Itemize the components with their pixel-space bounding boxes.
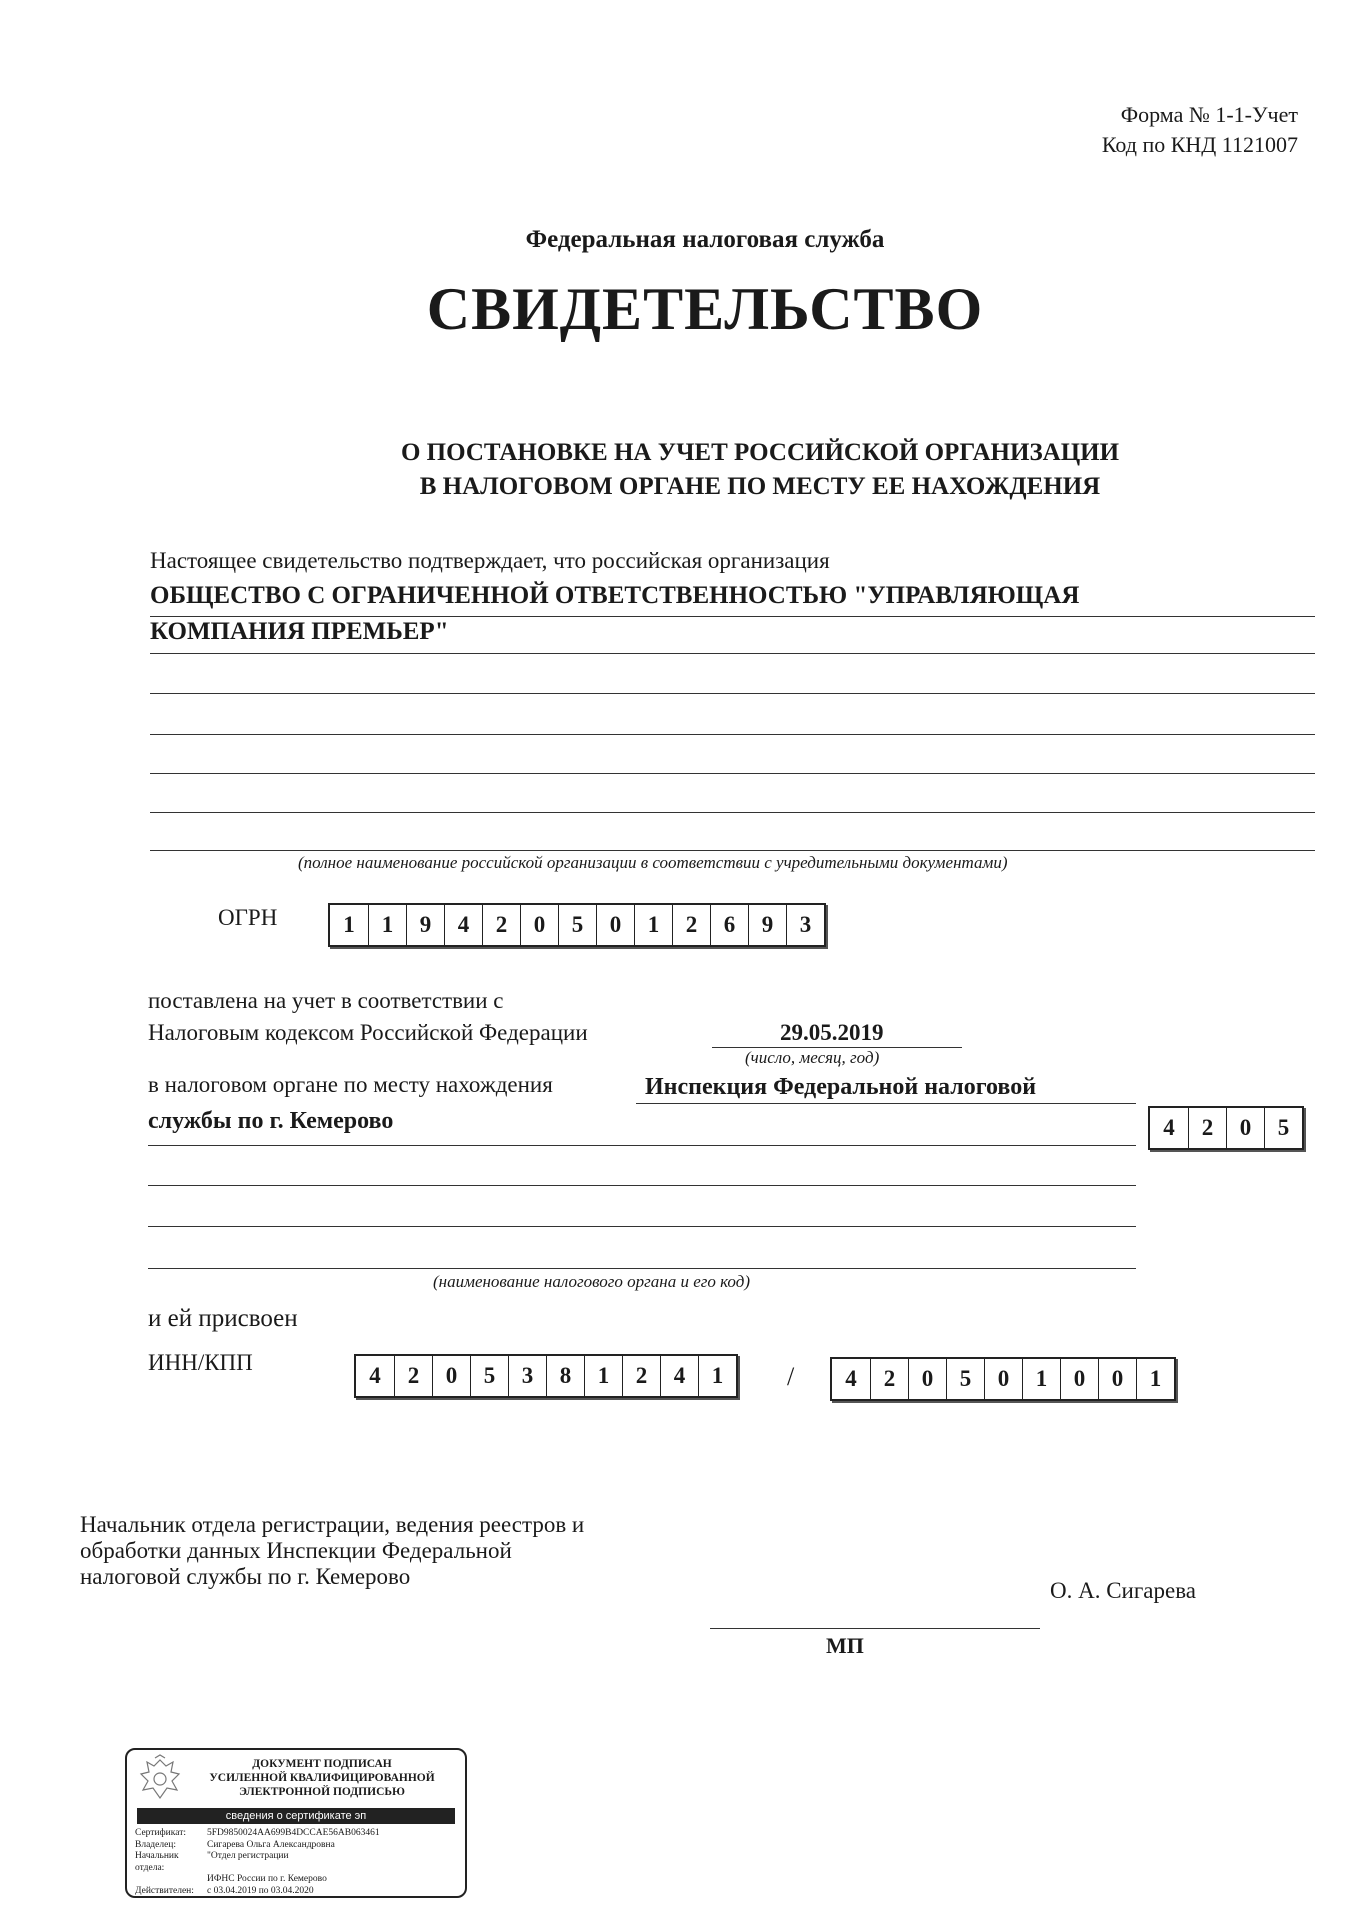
ogrn-label: ОГРН xyxy=(218,905,278,930)
agency-name: Федеральная налоговая служба xyxy=(525,226,885,253)
authority-rule-3 xyxy=(148,1185,1136,1186)
org-name-caption: (полное наименование российской организации в соответствии с учредительными документами) xyxy=(298,853,1008,872)
document-subtitle xyxy=(0,436,1358,504)
inn-kpp-label: ИНН/КПП xyxy=(148,1350,253,1375)
cert-value: Сигарева Ольга Александровна xyxy=(207,1839,335,1850)
authority-code-digit: 0 xyxy=(1226,1108,1264,1148)
kpp-digit: 5 xyxy=(946,1359,984,1399)
registration-date: 29.05.2019 xyxy=(780,1020,884,1045)
signature-rule xyxy=(710,1628,1040,1629)
org-name-line-2: КОМПАНИЯ ПРЕМЬЕР" xyxy=(150,618,449,645)
cert-value: 5FD9850024AA699B4DCCAE56AB063461 xyxy=(207,1828,380,1838)
certificate-details xyxy=(135,1828,461,1897)
org-name-rule-7 xyxy=(150,850,1315,851)
subtitle-line-2: В НАЛОГОВОМ ОРГАНЕ ПО МЕСТУ ЕЕ НАХОЖДЕНИЯ xyxy=(419,473,1101,500)
authority-code-boxes xyxy=(1148,1106,1304,1150)
ogrn-digit: 0 xyxy=(520,905,558,945)
authority-rule-4 xyxy=(148,1226,1136,1227)
authority-rule-5 xyxy=(148,1268,1136,1269)
kpp-digit: 4 xyxy=(845,1366,857,1391)
signer-position-line-3: налоговой службы по г. Кемерово xyxy=(80,1564,411,1589)
form-number-block xyxy=(1102,100,1298,160)
authority-line-1: Инспекция Федеральной налоговой xyxy=(645,1074,1037,1100)
inn-digit: 2 xyxy=(394,1356,432,1396)
inn-digit: 0 xyxy=(432,1356,470,1396)
kpp-digit: 0 xyxy=(1060,1359,1098,1399)
cert-row xyxy=(135,1851,461,1874)
seal-mark: МП xyxy=(826,1633,864,1658)
signer-position-line-1: Начальник отдела регистрации, ведения реестров и xyxy=(80,1512,585,1537)
registration-text-1: поставлена на учет в соответствии с xyxy=(148,988,504,1013)
intro-text: Настоящее свидетельство подтверждает, что российская организация xyxy=(150,548,830,573)
registration-text-2: Налоговым кодексом Российской Федерации xyxy=(148,1020,588,1045)
kpp-digit-boxes xyxy=(830,1357,1176,1401)
authority-line-2: службы по г. Кемерово xyxy=(148,1108,394,1134)
cert-key: Владелец: xyxy=(135,1839,177,1850)
knd-code: Код по КНД 1121007 xyxy=(1101,132,1298,157)
ogrn-digit: 9 xyxy=(406,905,444,945)
signer-position xyxy=(80,1512,584,1590)
ogrn-digit: 3 xyxy=(786,905,824,945)
ogrn-digit: 9 xyxy=(748,905,786,945)
authority-code-digit: 4 xyxy=(1163,1115,1175,1140)
ogrn-digit: 1 xyxy=(634,905,672,945)
org-name-line-1: ОБЩЕСТВО С ОГРАНИЧЕННОЙ ОТВЕТСТВЕННОСТЬЮ "УПРАВЛЯЮЩАЯ xyxy=(150,582,1080,609)
inn-digit-boxes xyxy=(354,1354,738,1398)
org-name-rule-6 xyxy=(150,812,1315,813)
org-name-rule-5 xyxy=(150,773,1315,774)
kpp-digit: 0 xyxy=(984,1359,1022,1399)
cert-value: ИФНС России по г. Кемерово xyxy=(207,1874,327,1884)
org-name-rule-2 xyxy=(150,653,1315,654)
e-signature-stamp xyxy=(125,1748,467,1898)
ogrn-digit: 6 xyxy=(710,905,748,945)
ogrn-digit-boxes xyxy=(328,903,826,947)
certificate-info-bar: сведения о сертификате эп xyxy=(137,1808,455,1824)
ogrn-digit: 2 xyxy=(482,905,520,945)
ogrn-digit: 1 xyxy=(343,912,355,937)
authority-label: в налоговом органе по месту нахождения xyxy=(148,1072,553,1097)
stamp-heading xyxy=(187,1757,457,1799)
ogrn-digit: 2 xyxy=(672,905,710,945)
cert-value: с 03.04.2019 по 03.04.2020 xyxy=(207,1885,314,1896)
ogrn-digit: 4 xyxy=(444,905,482,945)
stamp-heading-line-1: ДОКУМЕНТ ПОДПИСАН xyxy=(252,1758,392,1770)
signer-name: О. А. Сигарева xyxy=(1050,1578,1196,1603)
subtitle-line-1: О ПОСТАНОВКЕ НА УЧЕТ РОССИЙСКОЙ ОРГАНИЗАЦИИ xyxy=(400,439,1120,466)
cert-row xyxy=(135,1840,461,1852)
inn-digit: 1 xyxy=(584,1356,622,1396)
signer-position-line-2: обработки данных Инспекции Федеральной xyxy=(80,1538,512,1563)
ogrn-digit: 1 xyxy=(368,905,406,945)
cert-row xyxy=(135,1874,461,1886)
stamp-heading-line-2: УСИЛЕННОЙ КВАЛИФИЦИРОВАННОЙ xyxy=(209,1772,435,1784)
cert-key: Начальник отдела: xyxy=(135,1851,179,1873)
authority-rule-1 xyxy=(636,1103,1136,1104)
ogrn-digit: 0 xyxy=(596,905,634,945)
authority-rule-2 xyxy=(148,1145,1136,1146)
kpp-digit: 1 xyxy=(1022,1359,1060,1399)
inn-digit: 2 xyxy=(622,1356,660,1396)
date-caption: (число, месяц, год) xyxy=(745,1048,880,1067)
org-name-rule-4 xyxy=(150,734,1315,735)
inn-digit: 1 xyxy=(698,1356,736,1396)
kpp-digit: 2 xyxy=(870,1359,908,1399)
org-name-rule-3 xyxy=(150,693,1315,694)
cert-row xyxy=(135,1886,461,1898)
ogrn-digit: 5 xyxy=(558,905,596,945)
cert-value: "Отдел регистрации xyxy=(207,1851,289,1861)
assigned-text: и ей присвоен xyxy=(148,1305,298,1332)
inn-digit: 4 xyxy=(369,1363,381,1388)
inn-kpp-separator: / xyxy=(787,1362,795,1391)
authority-code-digit: 2 xyxy=(1188,1108,1226,1148)
stamp-heading-line-3: ЭЛЕКТРОННОЙ ПОДПИСЬЮ xyxy=(239,1786,405,1798)
cert-key xyxy=(135,1874,207,1886)
kpp-digit: 0 xyxy=(1098,1359,1136,1399)
cert-row xyxy=(135,1828,461,1840)
document-title: СВИДЕТЕЛЬСТВО xyxy=(426,276,984,342)
cert-key: Действителен: xyxy=(135,1885,194,1896)
coat-of-arms-icon xyxy=(135,1754,185,1804)
authority-code-digit: 5 xyxy=(1264,1108,1302,1148)
org-name-rule-1 xyxy=(150,616,1315,617)
cert-key: Сертификат: xyxy=(135,1828,187,1838)
inn-digit: 5 xyxy=(470,1356,508,1396)
kpp-digit: 1 xyxy=(1136,1359,1174,1399)
inn-digit: 8 xyxy=(546,1356,584,1396)
inn-digit: 4 xyxy=(660,1356,698,1396)
inn-digit: 3 xyxy=(508,1356,546,1396)
authority-caption: (наименование налогового органа и его код) xyxy=(433,1272,750,1291)
form-number: Форма № 1-1-Учет xyxy=(1120,102,1298,127)
kpp-digit: 0 xyxy=(908,1359,946,1399)
